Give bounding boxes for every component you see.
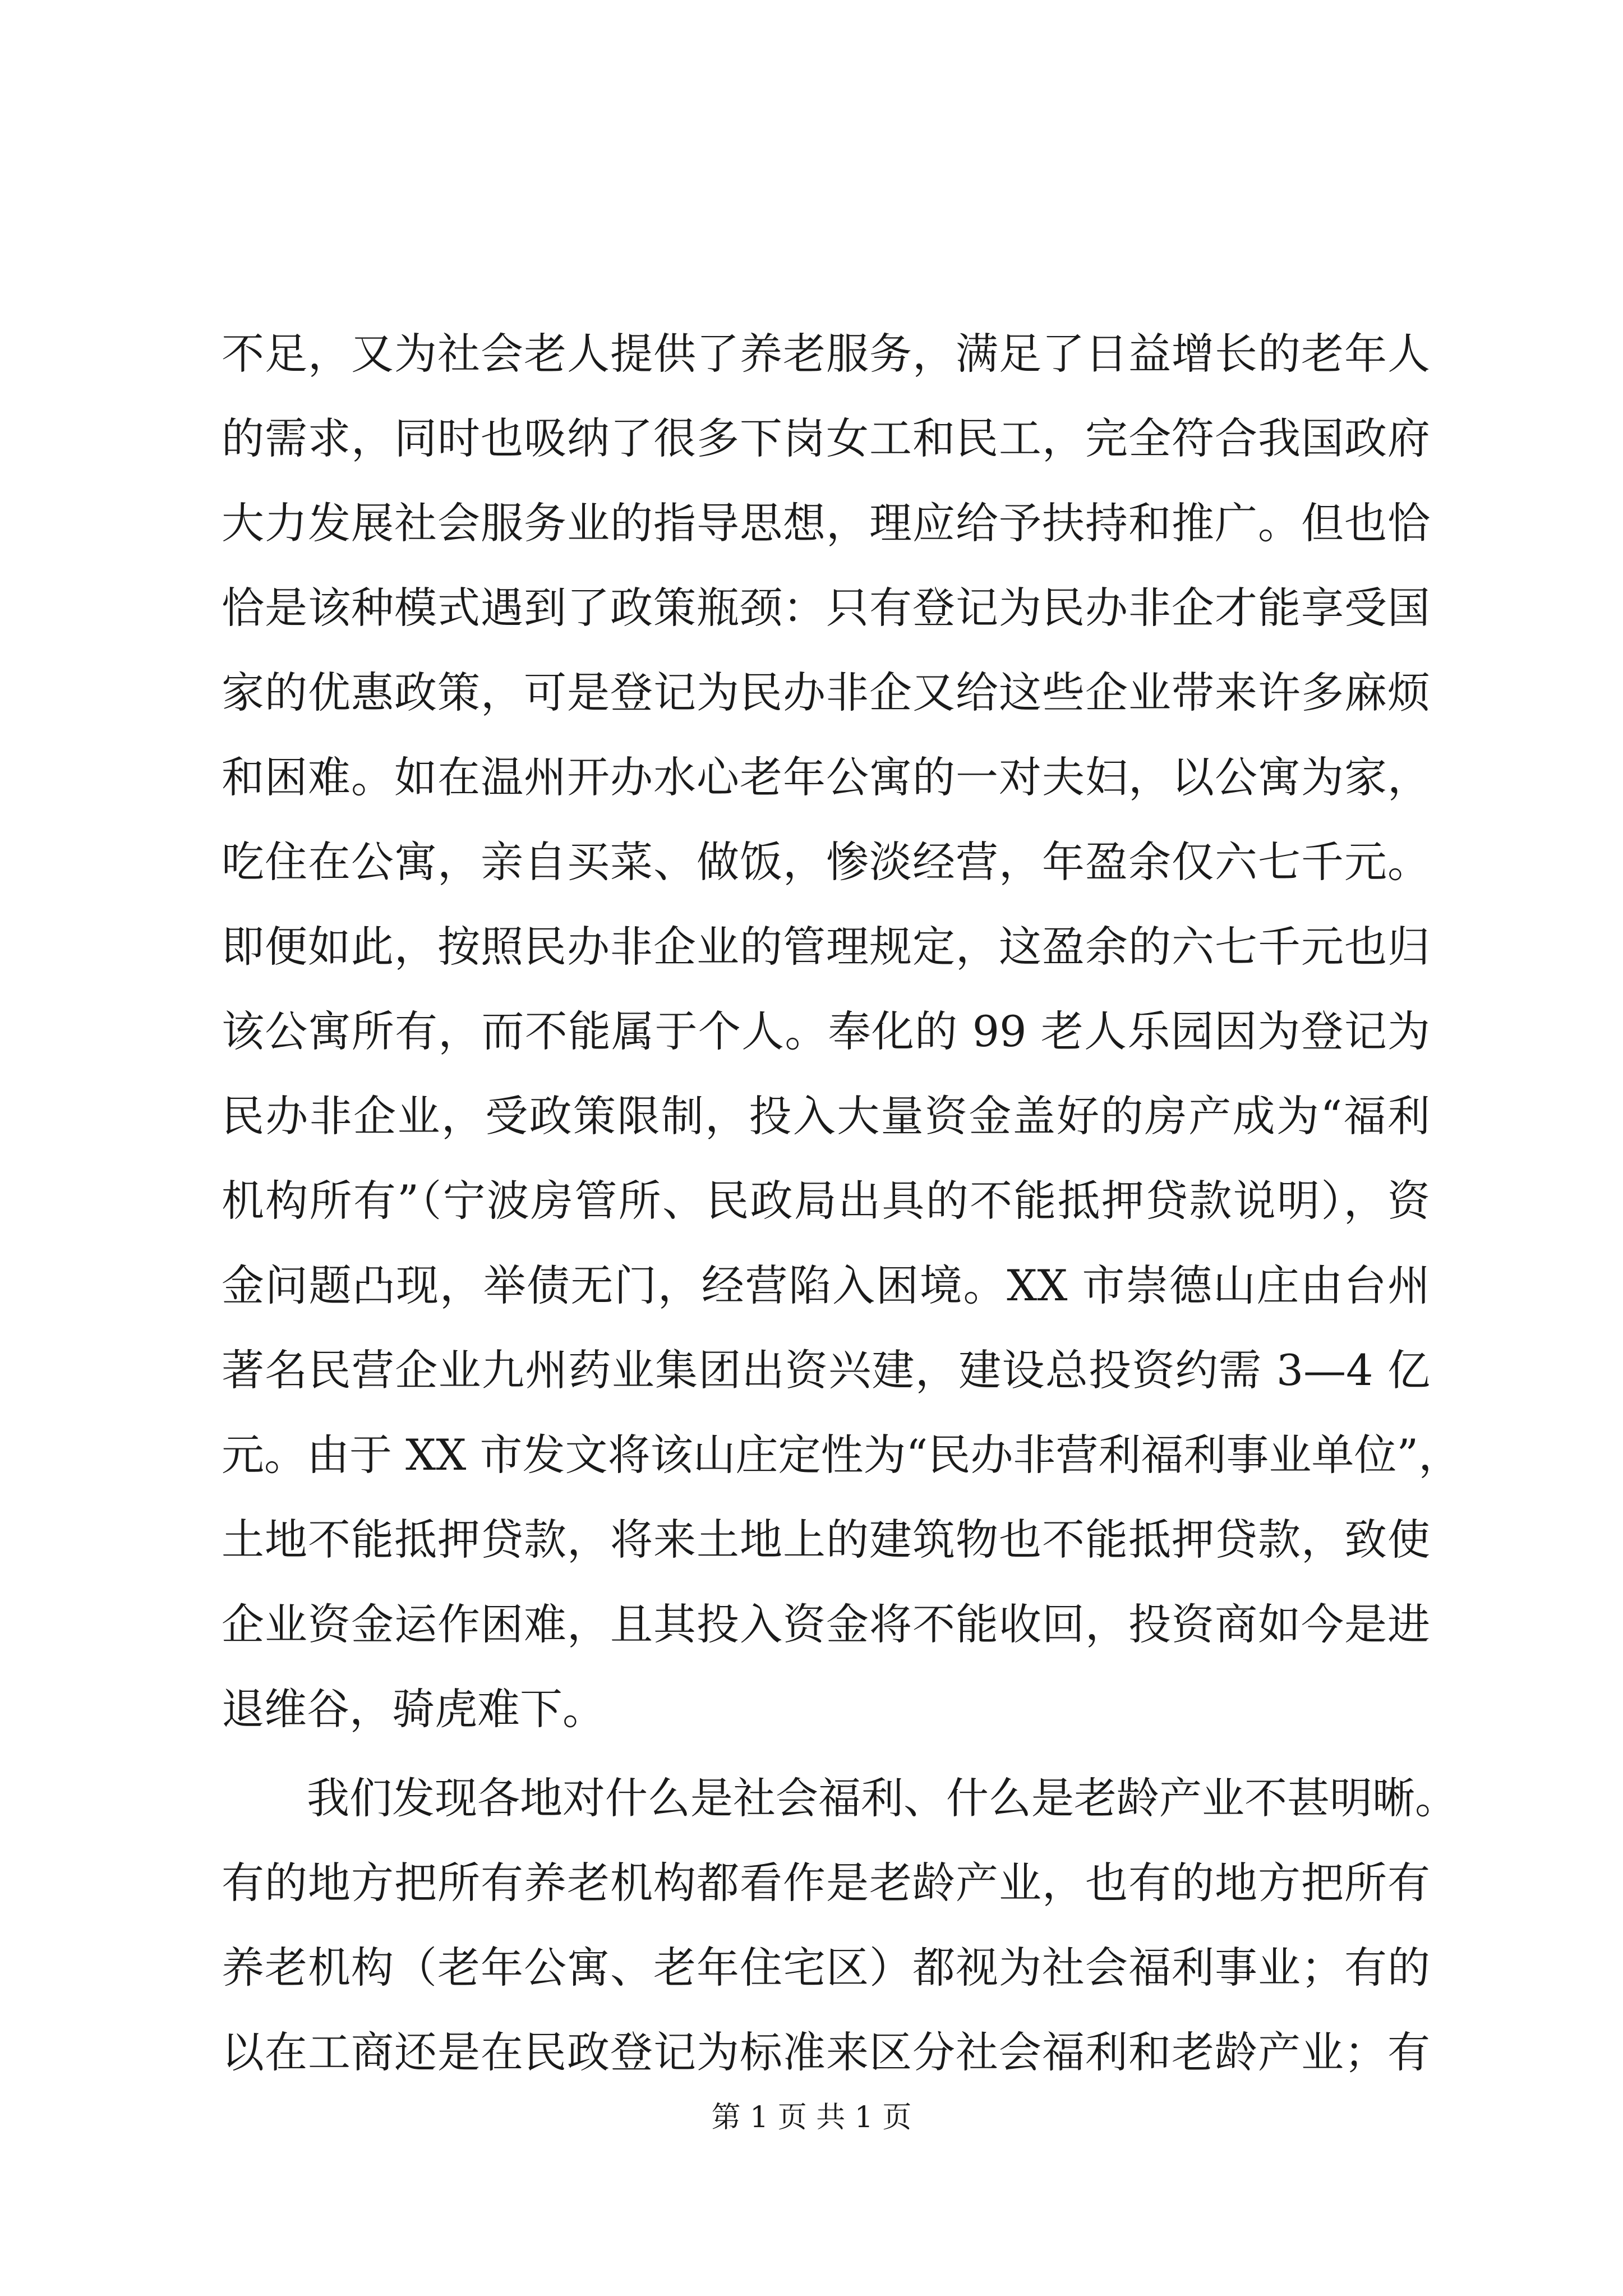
text-line: 家的优惠政策，可是登记为民办非企又给这些企业带来许多麻烦 — [222, 668, 1430, 717]
text-line: 不足，又为社会老人提供了养老服务，满足了日益增长的老年人 — [222, 329, 1430, 379]
text-line: 元。由于 XX 市发文将该山庄定性为“民办非营利福利事业单位”， — [222, 1430, 1461, 1480]
text-line: 退维谷，骑虎难下。 — [222, 1684, 605, 1734]
paragraph — [222, 1756, 1458, 2095]
text-line: 该公寓所有，而不能属于个人。奉化的 99 老人乐园因为登记为 — [222, 1006, 1430, 1056]
text-line: 金问题凸现，举债无门，经营陷入困境。XX 市崇德山庄由台州 — [222, 1260, 1430, 1310]
text-line: 吃住在公寓，亲自买菜、做饭，惨淡经营，年盈余仅六七千元。 — [222, 837, 1430, 887]
text-line: 养老机构（老年公寓、老年住宅区）都视为社会福利事业；有的 — [222, 1943, 1430, 1993]
body-text — [222, 311, 1461, 2095]
text-line: 即便如此，按照民办非企业的管理规定，这盈余的六七千元也归 — [222, 922, 1430, 972]
paragraph-gap — [222, 1751, 1430, 1756]
text-line: 著名民营企业九州药业集团出资兴建，建设总投资约需 3—4 亿 — [222, 1345, 1430, 1395]
text-line: 的需求，同时也吸纳了很多下岗女工和民工，完全符合我国政府 — [222, 413, 1430, 463]
text-line: 有的地方把所有养老机构都看作是老龄产业，也有的地方把所有 — [222, 1858, 1430, 1908]
page-footer: 第 1 页 共 1 页 — [711, 2101, 912, 2134]
text-line: 企业资金运作困难，且其投入资金将不能收回，投资商如今是进 — [222, 1599, 1430, 1649]
text-line: 和困难。如在温州开办水心老年公寓的一对夫妇，以公寓为家， — [222, 752, 1430, 802]
text-line: 机构所有”（宁波房管所、民政局出具的不能抵押贷款说明），资 — [222, 1176, 1430, 1226]
text-line: 民办非企业，受政策限制，投入大量资金盖好的房产成为“福利 — [222, 1091, 1430, 1141]
text-line: 以在工商还是在民政登记为标准来区分社会福利和老龄产业；有 — [222, 2027, 1430, 2077]
text-line: 土地不能抵押贷款，将来土地上的建筑物也不能抵押贷款，致使 — [222, 1515, 1430, 1565]
text-line: 恰是该种模式遇到了政策瓶颈：只有登记为民办非企才能享受国 — [222, 583, 1430, 633]
paragraph — [222, 311, 1461, 1751]
text-line: 大力发展社会服务业的指导思想，理应给予扶持和推广。但也恰 — [222, 498, 1430, 548]
text-line: 我们发现各地对什么是社会福利、什么是老龄产业不甚明晰。 — [307, 1773, 1458, 1823]
